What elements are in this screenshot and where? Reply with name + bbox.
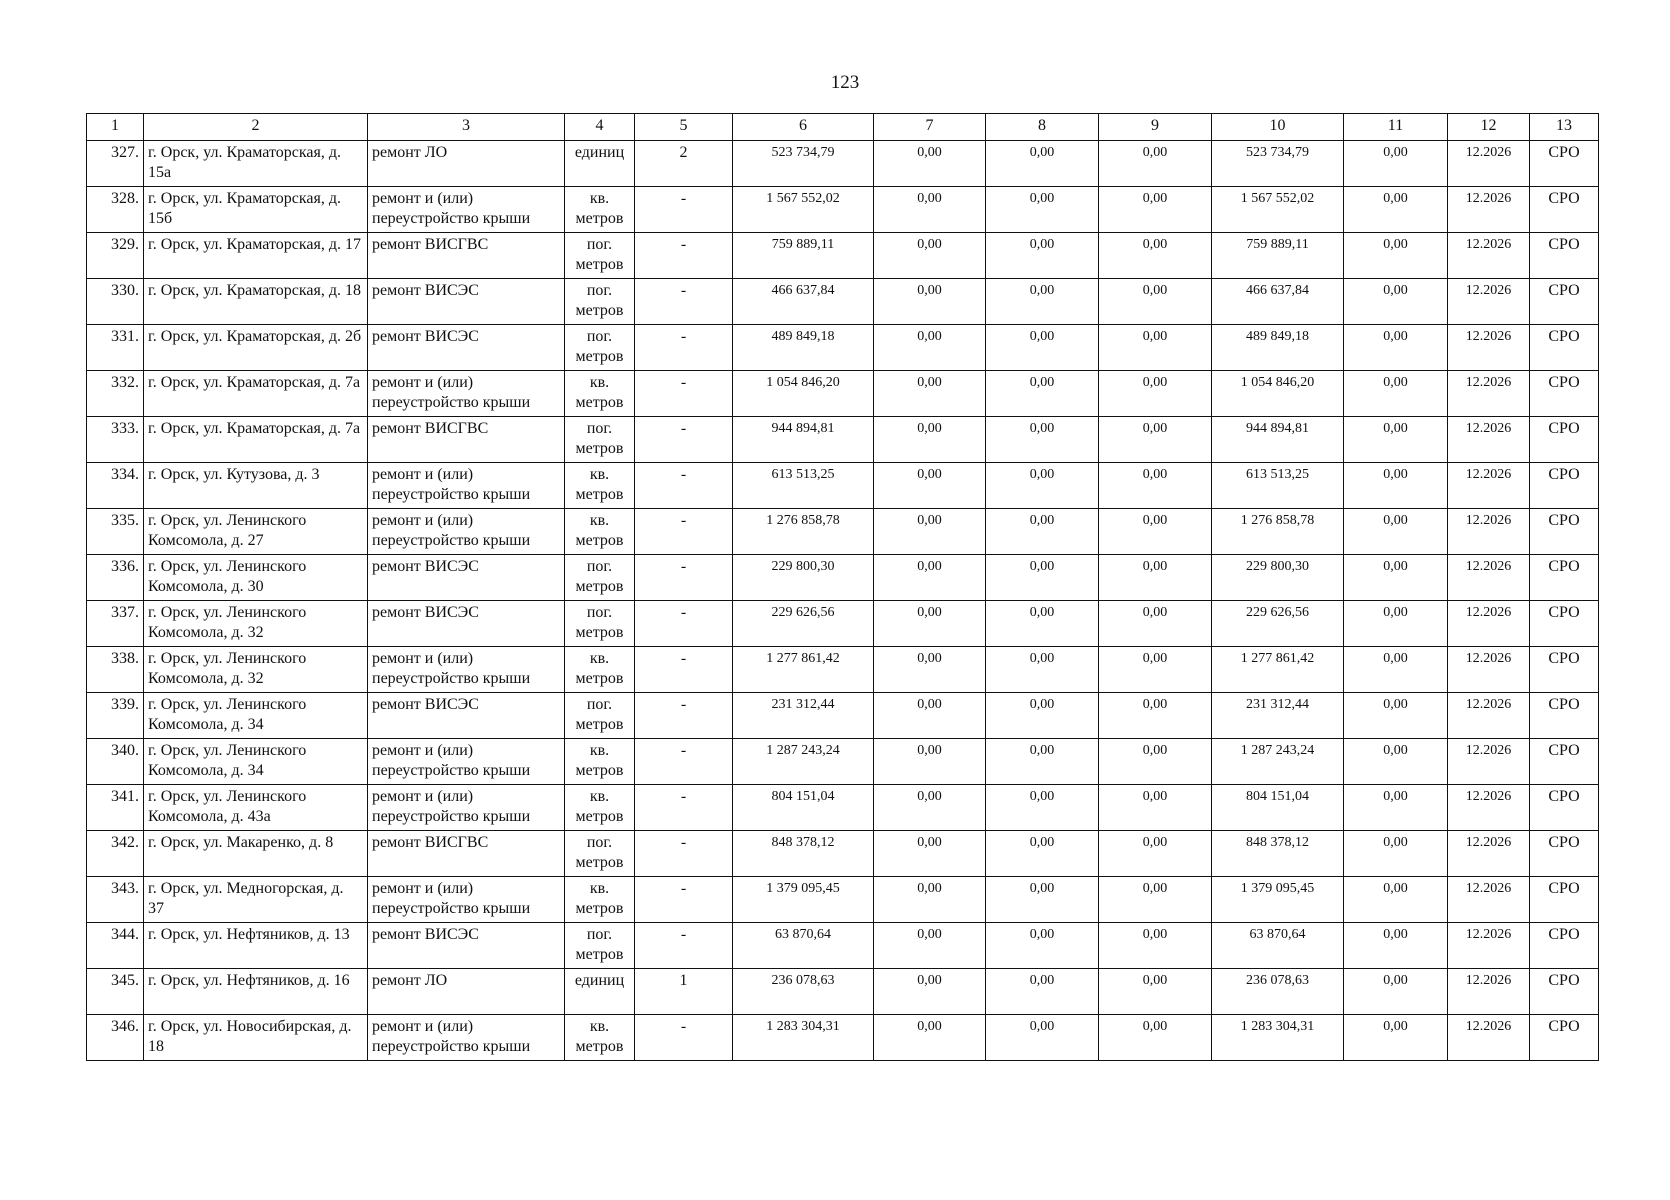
row-number: 342. <box>87 831 144 877</box>
work-type-cell: ремонт ВИСГВС <box>368 831 565 877</box>
col7-cell: 0,00 <box>874 325 986 371</box>
capital-repair-table <box>86 113 1599 1061</box>
row-number: 337. <box>87 601 144 647</box>
executor-cell: СРО <box>1530 509 1599 555</box>
work-type-cell: ремонт ВИСЭС <box>368 693 565 739</box>
row-number: 334. <box>87 463 144 509</box>
unit-cell: кв. метров <box>565 371 635 417</box>
row-number: 335. <box>87 509 144 555</box>
column-header-7: 7 <box>874 114 986 141</box>
quantity-cell: - <box>635 1015 733 1061</box>
deadline-cell: 12.2026 <box>1448 1015 1530 1061</box>
column-header-10: 10 <box>1212 114 1344 141</box>
col7-cell: 0,00 <box>874 739 986 785</box>
total-cost-cell: 466 637,84 <box>733 279 874 325</box>
col10-cell: 523 734,79 <box>1212 141 1344 187</box>
quantity-cell: 1 <box>635 969 733 1015</box>
col9-cell: 0,00 <box>1099 785 1212 831</box>
total-cost-cell: 231 312,44 <box>733 693 874 739</box>
column-header-9: 9 <box>1099 114 1212 141</box>
row-number: 340. <box>87 739 144 785</box>
col7-cell: 0,00 <box>874 1015 986 1061</box>
col11-cell: 0,00 <box>1344 969 1448 1015</box>
col9-cell: 0,00 <box>1099 463 1212 509</box>
col10-cell: 1 287 243,24 <box>1212 739 1344 785</box>
col10-cell: 231 312,44 <box>1212 693 1344 739</box>
col11-cell: 0,00 <box>1344 325 1448 371</box>
quantity-cell: - <box>635 647 733 693</box>
col11-cell: 0,00 <box>1344 923 1448 969</box>
col7-cell: 0,00 <box>874 187 986 233</box>
quantity-cell: - <box>635 831 733 877</box>
col7-cell: 0,00 <box>874 509 986 555</box>
executor-cell: СРО <box>1530 325 1599 371</box>
unit-cell: кв. метров <box>565 877 635 923</box>
col10-cell: 613 513,25 <box>1212 463 1344 509</box>
deadline-cell: 12.2026 <box>1448 555 1530 601</box>
col10-cell: 1 277 861,42 <box>1212 647 1344 693</box>
column-header-8: 8 <box>986 114 1099 141</box>
col9-cell: 0,00 <box>1099 877 1212 923</box>
address-cell: г. Орск, ул. Краматорская, д. 17 <box>144 233 368 279</box>
col8-cell: 0,00 <box>986 601 1099 647</box>
col10-cell: 229 626,56 <box>1212 601 1344 647</box>
total-cost-cell: 1 283 304,31 <box>733 1015 874 1061</box>
total-cost-cell: 1 277 861,42 <box>733 647 874 693</box>
table-row <box>87 509 1599 555</box>
address-cell: г. Орск, ул. Ленинского Комсомола, д. 32 <box>144 601 368 647</box>
col7-cell: 0,00 <box>874 923 986 969</box>
col7-cell: 0,00 <box>874 831 986 877</box>
unit-cell: пог. метров <box>565 555 635 601</box>
quantity-cell: - <box>635 509 733 555</box>
deadline-cell: 12.2026 <box>1448 233 1530 279</box>
unit-cell: кв. метров <box>565 463 635 509</box>
col7-cell: 0,00 <box>874 647 986 693</box>
table-row <box>87 831 1599 877</box>
col10-cell: 466 637,84 <box>1212 279 1344 325</box>
deadline-cell: 12.2026 <box>1448 371 1530 417</box>
total-cost-cell: 1 054 846,20 <box>733 371 874 417</box>
col9-cell: 0,00 <box>1099 555 1212 601</box>
work-type-cell: ремонт и (или) переустройство крыши <box>368 739 565 785</box>
col9-cell: 0,00 <box>1099 1015 1212 1061</box>
quantity-cell: - <box>635 693 733 739</box>
quantity-cell: - <box>635 555 733 601</box>
executor-cell: СРО <box>1530 969 1599 1015</box>
total-cost-cell: 229 626,56 <box>733 601 874 647</box>
quantity-cell: - <box>635 417 733 463</box>
total-cost-cell: 229 800,30 <box>733 555 874 601</box>
deadline-cell: 12.2026 <box>1448 187 1530 233</box>
executor-cell: СРО <box>1530 279 1599 325</box>
column-header-1: 1 <box>87 114 144 141</box>
executor-cell: СРО <box>1530 555 1599 601</box>
executor-cell: СРО <box>1530 739 1599 785</box>
total-cost-cell: 1 379 095,45 <box>733 877 874 923</box>
unit-cell: пог. метров <box>565 325 635 371</box>
col8-cell: 0,00 <box>986 555 1099 601</box>
deadline-cell: 12.2026 <box>1448 509 1530 555</box>
deadline-cell: 12.2026 <box>1448 785 1530 831</box>
col11-cell: 0,00 <box>1344 279 1448 325</box>
unit-cell: пог. метров <box>565 923 635 969</box>
address-cell: г. Орск, ул. Макаренко, д. 8 <box>144 831 368 877</box>
row-number: 331. <box>87 325 144 371</box>
executor-cell: СРО <box>1530 877 1599 923</box>
unit-cell: единиц <box>565 969 635 1015</box>
address-cell: г. Орск, ул. Ленинского Комсомола, д. 34 <box>144 693 368 739</box>
column-header-11: 11 <box>1344 114 1448 141</box>
col10-cell: 236 078,63 <box>1212 969 1344 1015</box>
total-cost-cell: 63 870,64 <box>733 923 874 969</box>
table-row <box>87 785 1599 831</box>
col7-cell: 0,00 <box>874 969 986 1015</box>
row-number: 333. <box>87 417 144 463</box>
table-row <box>87 141 1599 187</box>
col9-cell: 0,00 <box>1099 371 1212 417</box>
col10-cell: 944 894,81 <box>1212 417 1344 463</box>
col7-cell: 0,00 <box>874 693 986 739</box>
address-cell: г. Орск, ул. Краматорская, д. 7а <box>144 371 368 417</box>
table-row <box>87 371 1599 417</box>
col7-cell: 0,00 <box>874 785 986 831</box>
col10-cell: 229 800,30 <box>1212 555 1344 601</box>
unit-cell: пог. метров <box>565 279 635 325</box>
unit-cell: пог. метров <box>565 831 635 877</box>
col11-cell: 0,00 <box>1344 233 1448 279</box>
table-row <box>87 555 1599 601</box>
total-cost-cell: 759 889,11 <box>733 233 874 279</box>
col11-cell: 0,00 <box>1344 141 1448 187</box>
col8-cell: 0,00 <box>986 463 1099 509</box>
unit-cell: единиц <box>565 141 635 187</box>
col8-cell: 0,00 <box>986 1015 1099 1061</box>
quantity-cell: - <box>635 187 733 233</box>
table-row <box>87 739 1599 785</box>
col10-cell: 1 283 304,31 <box>1212 1015 1344 1061</box>
row-number: 343. <box>87 877 144 923</box>
address-cell: г. Орск, ул. Краматорская, д. 7а <box>144 417 368 463</box>
total-cost-cell: 236 078,63 <box>733 969 874 1015</box>
col11-cell: 0,00 <box>1344 831 1448 877</box>
row-number: 345. <box>87 969 144 1015</box>
address-cell: г. Орск, ул. Ленинского Комсомола, д. 32 <box>144 647 368 693</box>
deadline-cell: 12.2026 <box>1448 877 1530 923</box>
total-cost-cell: 1 287 243,24 <box>733 739 874 785</box>
col11-cell: 0,00 <box>1344 509 1448 555</box>
row-number: 330. <box>87 279 144 325</box>
executor-cell: СРО <box>1530 693 1599 739</box>
column-header-5: 5 <box>635 114 733 141</box>
col7-cell: 0,00 <box>874 601 986 647</box>
col10-cell: 63 870,64 <box>1212 923 1344 969</box>
col9-cell: 0,00 <box>1099 739 1212 785</box>
work-type-cell: ремонт ВИСГВС <box>368 233 565 279</box>
total-cost-cell: 804 151,04 <box>733 785 874 831</box>
col11-cell: 0,00 <box>1344 555 1448 601</box>
deadline-cell: 12.2026 <box>1448 463 1530 509</box>
quantity-cell: - <box>635 279 733 325</box>
col10-cell: 489 849,18 <box>1212 325 1344 371</box>
col9-cell: 0,00 <box>1099 831 1212 877</box>
unit-cell: пог. метров <box>565 417 635 463</box>
col10-cell: 759 889,11 <box>1212 233 1344 279</box>
deadline-cell: 12.2026 <box>1448 693 1530 739</box>
address-cell: г. Орск, ул. Новосибирская, д. 18 <box>144 1015 368 1061</box>
column-header-13: 13 <box>1530 114 1599 141</box>
col9-cell: 0,00 <box>1099 325 1212 371</box>
col9-cell: 0,00 <box>1099 693 1212 739</box>
quantity-cell: - <box>635 601 733 647</box>
address-cell: г. Орск, ул. Ленинского Комсомола, д. 43а <box>144 785 368 831</box>
executor-cell: СРО <box>1530 647 1599 693</box>
column-header-2: 2 <box>144 114 368 141</box>
quantity-cell: - <box>635 739 733 785</box>
col10-cell: 1 276 858,78 <box>1212 509 1344 555</box>
col11-cell: 0,00 <box>1344 1015 1448 1061</box>
col11-cell: 0,00 <box>1344 647 1448 693</box>
row-number: 344. <box>87 923 144 969</box>
unit-cell: кв. метров <box>565 187 635 233</box>
total-cost-cell: 489 849,18 <box>733 325 874 371</box>
deadline-cell: 12.2026 <box>1448 417 1530 463</box>
address-cell: г. Орск, ул. Кутузова, д. 3 <box>144 463 368 509</box>
deadline-cell: 12.2026 <box>1448 923 1530 969</box>
col9-cell: 0,00 <box>1099 417 1212 463</box>
col9-cell: 0,00 <box>1099 279 1212 325</box>
row-number: 346. <box>87 1015 144 1061</box>
address-cell: г. Орск, ул. Краматорская, д. 15б <box>144 187 368 233</box>
col7-cell: 0,00 <box>874 555 986 601</box>
table-row <box>87 233 1599 279</box>
executor-cell: СРО <box>1530 785 1599 831</box>
col9-cell: 0,00 <box>1099 647 1212 693</box>
unit-cell: кв. метров <box>565 1015 635 1061</box>
col9-cell: 0,00 <box>1099 509 1212 555</box>
col8-cell: 0,00 <box>986 647 1099 693</box>
col11-cell: 0,00 <box>1344 601 1448 647</box>
col11-cell: 0,00 <box>1344 417 1448 463</box>
row-number: 341. <box>87 785 144 831</box>
work-type-cell: ремонт и (или) переустройство крыши <box>368 1015 565 1061</box>
col8-cell: 0,00 <box>986 785 1099 831</box>
executor-cell: СРО <box>1530 187 1599 233</box>
table-row <box>87 647 1599 693</box>
page-number: 123 <box>830 72 860 93</box>
table-row <box>87 417 1599 463</box>
executor-cell: СРО <box>1530 601 1599 647</box>
col9-cell: 0,00 <box>1099 969 1212 1015</box>
table-row <box>87 1015 1599 1061</box>
executor-cell: СРО <box>1530 371 1599 417</box>
work-type-cell: ремонт и (или) переустройство крыши <box>368 877 565 923</box>
column-header-4: 4 <box>565 114 635 141</box>
column-number-row <box>87 114 1599 141</box>
col7-cell: 0,00 <box>874 141 986 187</box>
unit-cell: кв. метров <box>565 785 635 831</box>
deadline-cell: 12.2026 <box>1448 141 1530 187</box>
col11-cell: 0,00 <box>1344 693 1448 739</box>
total-cost-cell: 848 378,12 <box>733 831 874 877</box>
col9-cell: 0,00 <box>1099 923 1212 969</box>
work-type-cell: ремонт ВИСЭС <box>368 555 565 601</box>
unit-cell: пог. метров <box>565 693 635 739</box>
address-cell: г. Орск, ул. Нефтяников, д. 16 <box>144 969 368 1015</box>
total-cost-cell: 944 894,81 <box>733 417 874 463</box>
deadline-cell: 12.2026 <box>1448 325 1530 371</box>
executor-cell: СРО <box>1530 463 1599 509</box>
work-type-cell: ремонт и (или) переустройство крыши <box>368 647 565 693</box>
deadline-cell: 12.2026 <box>1448 279 1530 325</box>
quantity-cell: - <box>635 463 733 509</box>
row-number: 338. <box>87 647 144 693</box>
table-row <box>87 279 1599 325</box>
executor-cell: СРО <box>1530 233 1599 279</box>
col8-cell: 0,00 <box>986 693 1099 739</box>
table-row <box>87 463 1599 509</box>
quantity-cell: - <box>635 325 733 371</box>
col11-cell: 0,00 <box>1344 785 1448 831</box>
table-row <box>87 601 1599 647</box>
table-row <box>87 693 1599 739</box>
address-cell: г. Орск, ул. Нефтяников, д. 13 <box>144 923 368 969</box>
col9-cell: 0,00 <box>1099 233 1212 279</box>
work-type-cell: ремонт ВИСЭС <box>368 601 565 647</box>
col9-cell: 0,00 <box>1099 187 1212 233</box>
address-cell: г. Орск, ул. Медногорская, д. 37 <box>144 877 368 923</box>
table-header <box>87 114 1599 141</box>
col8-cell: 0,00 <box>986 969 1099 1015</box>
col7-cell: 0,00 <box>874 233 986 279</box>
table-body <box>87 141 1599 1061</box>
quantity-cell: - <box>635 233 733 279</box>
col8-cell: 0,00 <box>986 831 1099 877</box>
unit-cell: кв. метров <box>565 739 635 785</box>
col8-cell: 0,00 <box>986 739 1099 785</box>
row-number: 339. <box>87 693 144 739</box>
deadline-cell: 12.2026 <box>1448 601 1530 647</box>
col10-cell: 848 378,12 <box>1212 831 1344 877</box>
col9-cell: 0,00 <box>1099 141 1212 187</box>
deadline-cell: 12.2026 <box>1448 831 1530 877</box>
col10-cell: 804 151,04 <box>1212 785 1344 831</box>
row-number: 329. <box>87 233 144 279</box>
total-cost-cell: 613 513,25 <box>733 463 874 509</box>
row-number: 332. <box>87 371 144 417</box>
work-type-cell: ремонт и (или) переустройство крыши <box>368 509 565 555</box>
column-header-3: 3 <box>368 114 565 141</box>
col11-cell: 0,00 <box>1344 463 1448 509</box>
deadline-cell: 12.2026 <box>1448 739 1530 785</box>
col7-cell: 0,00 <box>874 371 986 417</box>
address-cell: г. Орск, ул. Краматорская, д. 2б <box>144 325 368 371</box>
quantity-cell: - <box>635 371 733 417</box>
address-cell: г. Орск, ул. Ленинского Комсомола, д. 30 <box>144 555 368 601</box>
quantity-cell: - <box>635 877 733 923</box>
quantity-cell: - <box>635 923 733 969</box>
unit-cell: кв. метров <box>565 509 635 555</box>
col8-cell: 0,00 <box>986 187 1099 233</box>
unit-cell: пог. метров <box>565 601 635 647</box>
total-cost-cell: 523 734,79 <box>733 141 874 187</box>
total-cost-cell: 1 276 858,78 <box>733 509 874 555</box>
work-type-cell: ремонт и (или) переустройство крыши <box>368 187 565 233</box>
row-number: 336. <box>87 555 144 601</box>
col10-cell: 1 379 095,45 <box>1212 877 1344 923</box>
work-type-cell: ремонт ВИСЭС <box>368 279 565 325</box>
col9-cell: 0,00 <box>1099 601 1212 647</box>
col10-cell: 1 567 552,02 <box>1212 187 1344 233</box>
col7-cell: 0,00 <box>874 877 986 923</box>
col7-cell: 0,00 <box>874 279 986 325</box>
deadline-cell: 12.2026 <box>1448 647 1530 693</box>
col8-cell: 0,00 <box>986 325 1099 371</box>
col8-cell: 0,00 <box>986 417 1099 463</box>
col8-cell: 0,00 <box>986 233 1099 279</box>
col10-cell: 1 054 846,20 <box>1212 371 1344 417</box>
address-cell: г. Орск, ул. Ленинского Комсомола, д. 27 <box>144 509 368 555</box>
col8-cell: 0,00 <box>986 877 1099 923</box>
unit-cell: пог. метров <box>565 233 635 279</box>
table-row <box>87 325 1599 371</box>
table-row <box>87 187 1599 233</box>
col11-cell: 0,00 <box>1344 877 1448 923</box>
executor-cell: СРО <box>1530 1015 1599 1061</box>
work-type-cell: ремонт ВИСЭС <box>368 325 565 371</box>
col7-cell: 0,00 <box>874 463 986 509</box>
executor-cell: СРО <box>1530 831 1599 877</box>
work-type-cell: ремонт ВИСЭС <box>368 923 565 969</box>
quantity-cell: 2 <box>635 141 733 187</box>
col8-cell: 0,00 <box>986 371 1099 417</box>
column-header-12: 12 <box>1448 114 1530 141</box>
total-cost-cell: 1 567 552,02 <box>733 187 874 233</box>
table-row <box>87 969 1599 1015</box>
col11-cell: 0,00 <box>1344 739 1448 785</box>
table-row <box>87 877 1599 923</box>
column-header-6: 6 <box>733 114 874 141</box>
row-number: 327. <box>87 141 144 187</box>
executor-cell: СРО <box>1530 923 1599 969</box>
work-type-cell: ремонт ВИСГВС <box>368 417 565 463</box>
address-cell: г. Орск, ул. Ленинского Комсомола, д. 34 <box>144 739 368 785</box>
address-cell: г. Орск, ул. Краматорская, д. 15а <box>144 141 368 187</box>
executor-cell: СРО <box>1530 417 1599 463</box>
col8-cell: 0,00 <box>986 141 1099 187</box>
work-type-cell: ремонт ЛО <box>368 141 565 187</box>
executor-cell: СРО <box>1530 141 1599 187</box>
work-type-cell: ремонт и (или) переустройство крыши <box>368 785 565 831</box>
col8-cell: 0,00 <box>986 509 1099 555</box>
work-type-cell: ремонт и (или) переустройство крыши <box>368 463 565 509</box>
work-type-cell: ремонт ЛО <box>368 969 565 1015</box>
col11-cell: 0,00 <box>1344 371 1448 417</box>
col7-cell: 0,00 <box>874 417 986 463</box>
quantity-cell: - <box>635 785 733 831</box>
address-cell: г. Орск, ул. Краматорская, д. 18 <box>144 279 368 325</box>
col8-cell: 0,00 <box>986 279 1099 325</box>
col8-cell: 0,00 <box>986 923 1099 969</box>
work-type-cell: ремонт и (или) переустройство крыши <box>368 371 565 417</box>
deadline-cell: 12.2026 <box>1448 969 1530 1015</box>
table-row <box>87 923 1599 969</box>
row-number: 328. <box>87 187 144 233</box>
unit-cell: кв. метров <box>565 647 635 693</box>
col11-cell: 0,00 <box>1344 187 1448 233</box>
